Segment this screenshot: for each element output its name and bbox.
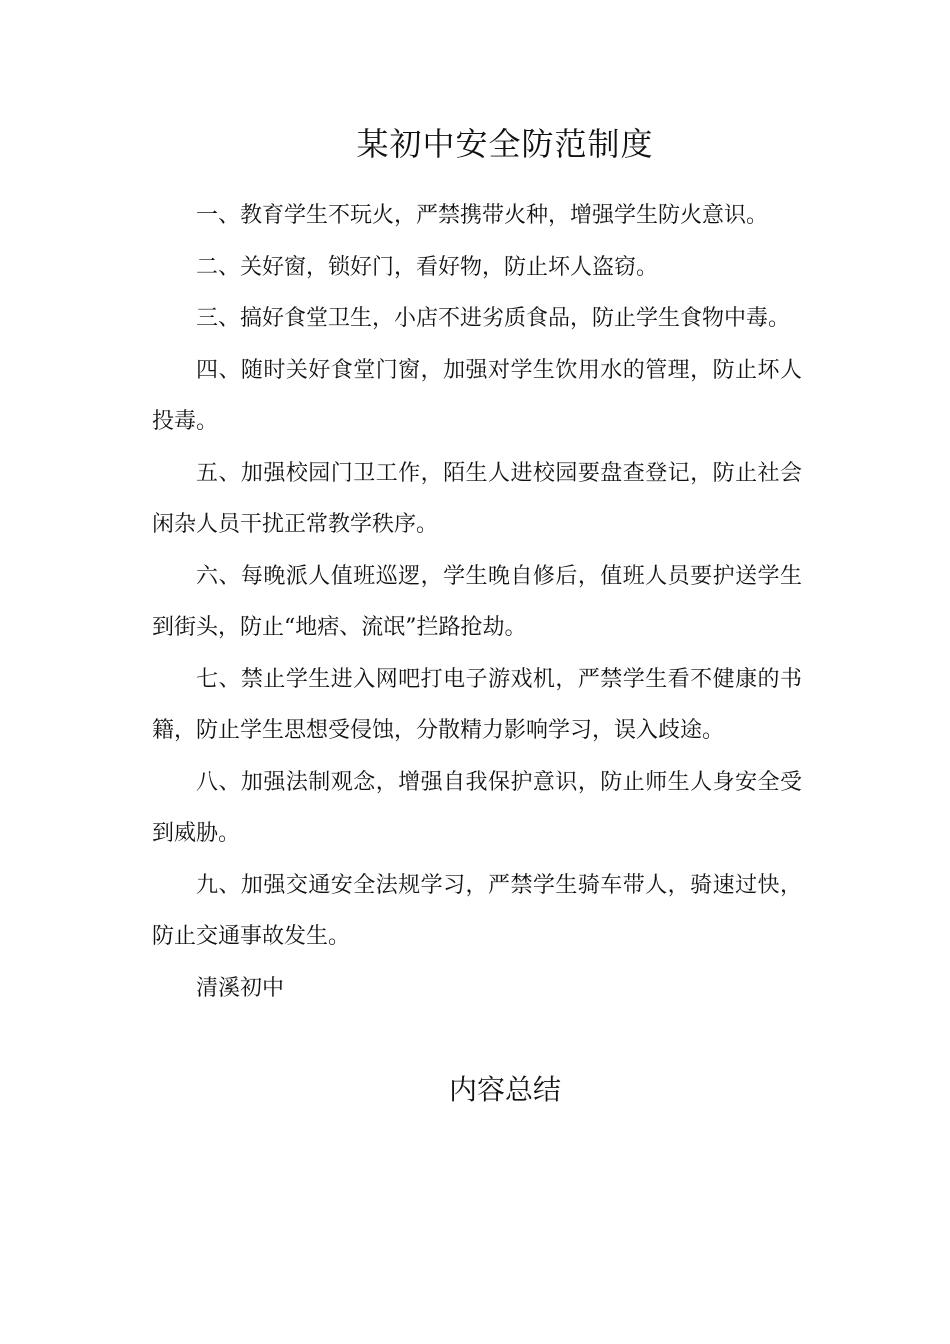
rule-paragraph-6: 六、每晚派人值班巡逻，学生晚自修后，值班人员要护送学生到街头，防止“地痞、流氓”拦路抢劫。	[152, 563, 802, 640]
rule-paragraph-2: 二、关好窗，锁好门，看好物，防止坏人盗窃。	[196, 254, 659, 280]
rule-paragraph-3: 三、搞好食堂卫生，小店不进劣质食品，防止学生食物中毒。	[196, 306, 791, 331]
rule-paragraph-5: 五、加强校园门卫工作，陌生人进校园要盘查登记，防止社会闲杂人员干扰正常教学秩序。	[152, 460, 802, 537]
rule-paragraph-4: 四、随时关好食堂门窗，加强对学生饮用水的管理，防止坏人投毒。	[152, 357, 802, 434]
document-title: 某初中安全防范制度	[356, 125, 654, 163]
rule-paragraph-1: 一、教育学生不玩火，严禁携带火种，增强学生防火意识。	[196, 203, 769, 228]
rule-paragraph-8: 八、加强法制观念，增强自我保护意识，防止师生人身安全受到威胁。	[152, 769, 802, 846]
document-body	[152, 190, 802, 1014]
school-signature: 清溪初中	[196, 975, 285, 1001]
summary-heading: 内容总结	[448, 1073, 561, 1106]
rule-paragraph-9: 九、加强交通安全法规学习，严禁学生骑车带人，骑速过快，防止交通事故发生。	[152, 872, 802, 949]
rule-paragraph-7: 七、禁止学生进入网吧打电子游戏机，严禁学生看不健康的书籍，防止学生思想受侵蚀，分散精力影响学习，误入歧途。	[152, 666, 802, 743]
